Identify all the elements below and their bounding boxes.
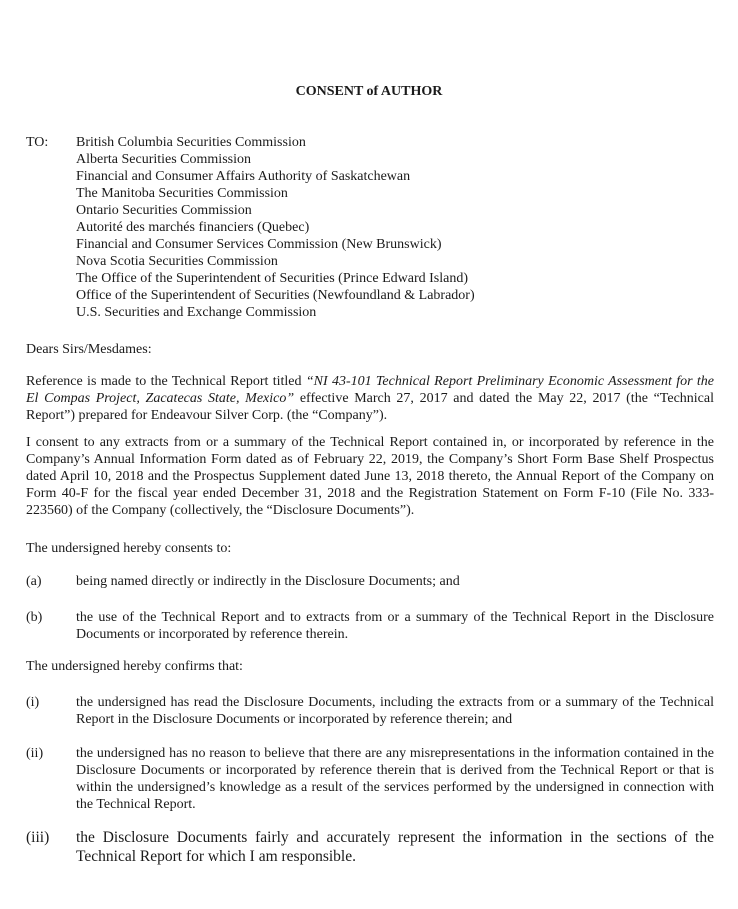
report-title: “NI 43-101 Technical Report Preliminary Economic Assessment for the El Compas Project, Zacatecas State, Mexico”	[26, 374, 714, 406]
list-marker: (i)	[26, 695, 40, 710]
recipient-item: Nova Scotia Securities Commission	[76, 254, 278, 269]
reference-text-after: effective March 27, 2017 and dated the May 22, 2017 (the “Technical Report”) prepared for Endeavour Silver Corp. (the “Company”).	[26, 391, 715, 423]
list-item-text: the use of the Technical Report and to extracts from or a summary of the Technical Report in the Disclosure Documents or incorporated by reference therein.	[76, 610, 714, 642]
list-item-text: the undersigned has no reason to believe that there are any misrepresentations in the information contained in the Disclosure Documents or incorporated by reference therein that is derived from the Technical Report or that is within the undersigned’s knowledge as a result of the services performed by the undersigned in connection with the Technical Report.	[76, 746, 714, 812]
recipient-item: Financial and Consumer Services Commission (New Brunswick)	[76, 237, 442, 252]
list-marker: (b)	[26, 610, 43, 625]
list-item-text: the Disclosure Documents fairly and accurately represent the information in the sections of the Technical Report for which I am responsible.	[76, 829, 714, 865]
list-marker: (ii)	[26, 746, 44, 761]
reference-text-before: Reference is made to the Technical Report titled	[26, 374, 306, 389]
recipient-item: Financial and Consumer Affairs Authority of Saskatchewan	[76, 169, 411, 184]
reference-paragraph	[26, 373, 714, 424]
recipient-item: U.S. Securities and Exchange Commission	[76, 305, 317, 320]
to-label: TO:	[26, 135, 49, 150]
document-title: CONSENT of AUTHOR	[295, 84, 443, 99]
recipient-item: The Office of the Superintendent of Securities (Prince Edward Island)	[76, 271, 468, 286]
list-marker: (iii)	[26, 829, 50, 846]
list-item-text: being named directly or indirectly in the Disclosure Documents; and	[76, 574, 460, 589]
recipient-item: Alberta Securities Commission	[76, 152, 251, 167]
confirms-intro: The undersigned hereby confirms that:	[26, 659, 243, 674]
recipient-list	[76, 134, 475, 321]
recipient-item: Autorité des marchés financiers (Quebec)	[76, 220, 310, 235]
list-item-text: the undersigned has read the Disclosure Documents, including the extracts from or a summary of the Technical Report in the Disclosure Documents or incorporated by reference therein; and	[76, 695, 714, 727]
salutation: Dears Sirs/Mesdames:	[26, 342, 152, 357]
consent-paragraph: I consent to any extracts from or a summary of the Technical Report contained in, or incorporated by reference in the Company’s Annual Information Form dated as of February 22, 2019, the Company’s Short Form Base Shelf Prospectus dated April 10, 2018 and the Prospectus Supplement dated June 13, 2018 thereto, the Annual Report of the Company on Form 40-F for the fiscal year ended December 31, 2018 and the Registration Statement on Form F-10 (File No. 333-223560) of the Company (collectively, the “Disclosure Documents”).	[26, 435, 714, 518]
recipient-item: Office of the Superintendent of Securities (Newfoundland & Labrador)	[76, 288, 475, 303]
list-marker: (a)	[26, 574, 42, 589]
recipient-item: Ontario Securities Commission	[76, 203, 252, 218]
recipient-item: British Columbia Securities Commission	[76, 135, 306, 150]
recipient-item: The Manitoba Securities Commission	[76, 186, 288, 201]
consents-intro: The undersigned hereby consents to:	[26, 541, 232, 556]
